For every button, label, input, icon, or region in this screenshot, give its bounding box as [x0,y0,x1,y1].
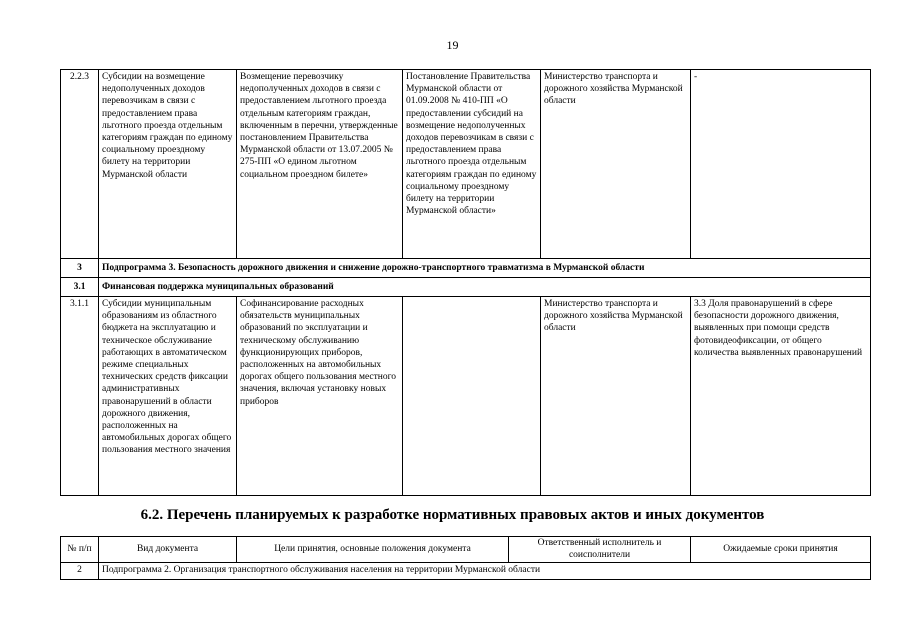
row-number: 2.2.3 [61,70,99,259]
target-indicator: 3.3 Доля правонарушений в сфере безопасности дорожного движения, выявленных при помощи средств фотовидеофиксации, от общего количества выявленных правонарушений [691,297,871,496]
measure-description: Возмещение перевозчику недополученных доходов в связи с предоставлением льготного проезда отдельным категориям граждан, включенным в перечни, утвержденные постановлением Правительства Мурманской области от 13.07.2005 № 275-ПП «О едином льготном социальном проездном билете» [237,70,403,259]
column-header: Ожидаемые сроки принятия [691,537,871,563]
section-row [61,278,871,297]
subprogram-title: Подпрограмма 3. Безопасность дорожного движения и снижение дорожно-транспортного травматизма в Мурманской области [99,259,871,278]
subprogram-row [61,563,871,580]
page-number: 19 [446,38,459,52]
measures-table [60,69,871,496]
column-header: Цели принятия, основные положения документа [237,537,509,563]
row-number: 3 [61,259,99,278]
responsible-executor: Министерство транспорта и дорожного хозяйства Мурманской области [541,297,691,496]
table-row [61,297,871,496]
section-heading: Финансовая поддержка муниципальных образований [99,278,871,297]
responsible-executor: Министерство транспорта и дорожного хозяйства Мурманской области [541,70,691,259]
table-row [61,70,871,259]
measure-description: Софинансирование расходных обязательств муниципальных образований по эксплуатации и техническому обслуживанию функционирующих приборов, расположенных на автомобильных дорогах общего пользования местного значения, включая установку новых приборов [237,297,403,496]
measure-name: Субсидии муниципальным образованиям из областного бюджета на эксплуатацию и техническое обслуживание работающих в автоматическом режиме специальных технических средств фиксации административных правонарушений в области дорожного движения, расположенных на автомобильных дорогах общего пользования местного значения [99,297,237,496]
measure-name: Субсидии на возмещение недополученных доходов перевозчикам в связи с предоставлением права льготного проезда отдельным категориям граждан по единому социальному проездному билету на территории Мурманской области [99,70,237,259]
documents-table [60,536,871,580]
legal-basis [403,297,541,496]
legal-basis: Постановление Правительства Мурманской области от 01.09.2008 № 410-ПП «О предоставлении субсидий на возмещение недополученных доходов перевозчикам в связи с предоставлением права льготного проезда отдельным категориям граждан по единому социальному проездному билету на территории Мурманской области» [403,70,541,259]
column-header: № п/п [61,537,99,563]
subprogram-row [61,259,871,278]
row-number: 3.1.1 [61,297,99,496]
section-title: 6.2. Перечень планируемых к разработке нормативных правовых актов и иных документов [140,507,765,523]
table-header-row [61,537,871,563]
target-indicator: - [691,70,871,259]
row-number: 2 [61,563,99,580]
column-header: Вид документа [99,537,237,563]
column-header: Ответственный исполнитель и соисполнители [509,537,691,563]
subprogram-title: Подпрограмма 2. Организация транспортного обслуживания населения на территории Мурманской области [99,563,871,580]
row-number: 3.1 [61,278,99,297]
